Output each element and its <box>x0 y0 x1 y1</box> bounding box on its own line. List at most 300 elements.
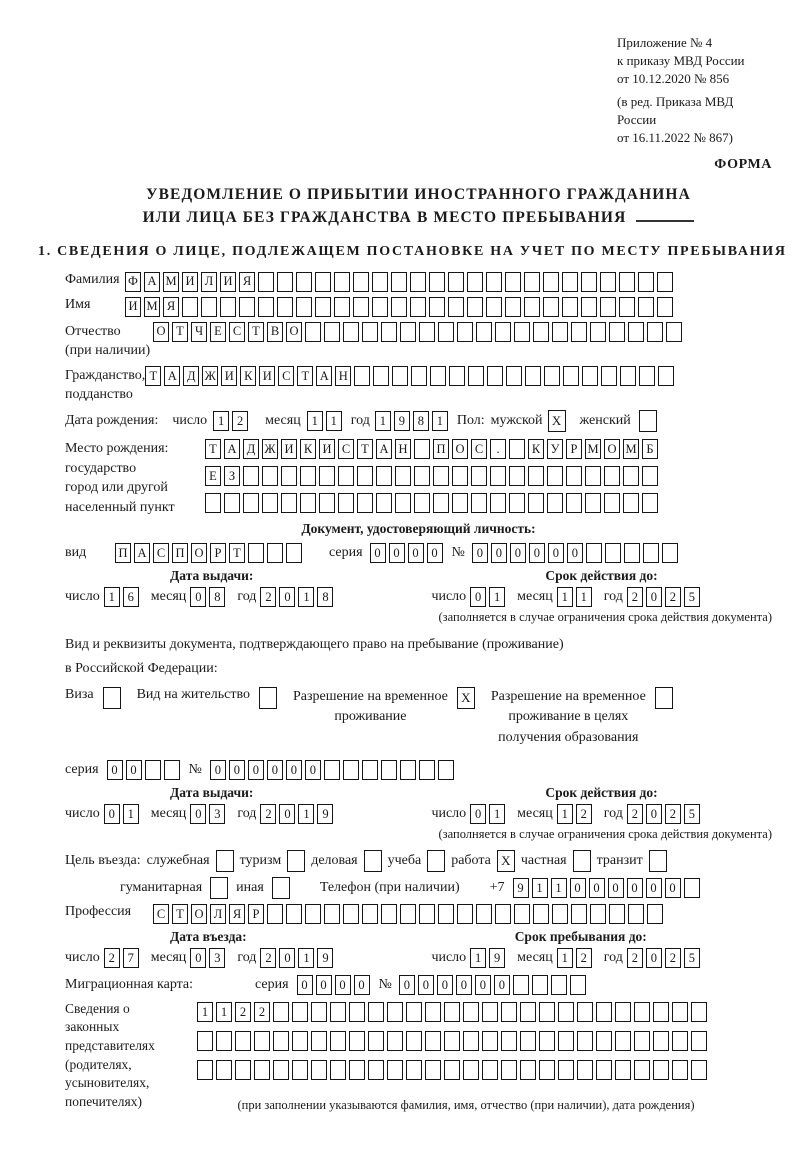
char-cell[interactable]: 0 <box>491 543 507 563</box>
char-cell[interactable]: А <box>164 366 180 386</box>
char-cell[interactable]: Д <box>183 366 199 386</box>
char-cell[interactable]: 0 <box>279 948 295 968</box>
char-cell[interactable] <box>457 322 473 342</box>
char-cell[interactable] <box>258 297 274 317</box>
char-cell[interactable]: 0 <box>646 587 662 607</box>
char-cell[interactable]: 5 <box>684 948 700 968</box>
char-cell[interactable]: Н <box>395 439 411 459</box>
char-cell[interactable] <box>524 272 540 292</box>
char-cell[interactable]: 1 <box>557 948 573 968</box>
char-cell[interactable]: 1 <box>489 804 505 824</box>
char-cell[interactable] <box>349 1031 365 1051</box>
char-cell[interactable] <box>296 272 312 292</box>
char-cell[interactable]: 0 <box>104 804 120 824</box>
char-cell[interactable]: А <box>134 543 150 563</box>
char-cell[interactable] <box>601 366 617 386</box>
char-cell[interactable]: 0 <box>297 975 313 995</box>
char-cell[interactable]: И <box>319 439 335 459</box>
char-cell[interactable]: Е <box>205 466 221 486</box>
char-cell[interactable] <box>520 1060 536 1080</box>
char-cell[interactable] <box>691 1031 707 1051</box>
char-cell[interactable] <box>406 1060 422 1080</box>
char-cell[interactable] <box>164 760 180 780</box>
char-cell[interactable] <box>368 1060 384 1080</box>
char-cell[interactable]: И <box>125 297 141 317</box>
char-cell[interactable] <box>438 904 454 924</box>
char-cell[interactable] <box>410 272 426 292</box>
char-cell[interactable]: 0 <box>418 975 434 995</box>
char-cell[interactable] <box>292 1031 308 1051</box>
char-cell[interactable] <box>334 272 350 292</box>
char-cell[interactable] <box>505 272 521 292</box>
char-cell[interactable]: П <box>115 543 131 563</box>
char-cell[interactable]: 0 <box>229 760 245 780</box>
char-cell[interactable]: 1 <box>104 587 120 607</box>
char-cell[interactable] <box>324 322 340 342</box>
char-cell[interactable]: 0 <box>627 878 643 898</box>
char-cell[interactable]: 9 <box>317 804 333 824</box>
char-cell[interactable]: Т <box>145 366 161 386</box>
char-cell[interactable] <box>653 1002 669 1022</box>
temp-residence-checkbox[interactable]: X <box>457 687 475 709</box>
char-cell[interactable] <box>628 322 644 342</box>
char-cell[interactable] <box>463 1031 479 1051</box>
char-cell[interactable] <box>444 1031 460 1051</box>
char-cell[interactable] <box>495 904 511 924</box>
purpose-tourism-checkbox[interactable] <box>287 850 305 872</box>
char-cell[interactable] <box>353 272 369 292</box>
char-cell[interactable] <box>414 466 430 486</box>
char-cell[interactable] <box>543 297 559 317</box>
char-cell[interactable] <box>691 1060 707 1080</box>
char-cell[interactable] <box>414 493 430 513</box>
char-cell[interactable] <box>463 1002 479 1022</box>
char-cell[interactable]: Л <box>210 904 226 924</box>
char-cell[interactable] <box>657 297 673 317</box>
char-cell[interactable] <box>254 1060 270 1080</box>
char-cell[interactable] <box>197 1031 213 1051</box>
char-cell[interactable] <box>634 1060 650 1080</box>
char-cell[interactable]: С <box>229 322 245 342</box>
char-cell[interactable] <box>600 272 616 292</box>
char-cell[interactable] <box>586 543 602 563</box>
char-cell[interactable]: Я <box>239 272 255 292</box>
char-cell[interactable] <box>590 904 606 924</box>
char-cell[interactable]: 0 <box>589 878 605 898</box>
char-cell[interactable] <box>368 1031 384 1051</box>
char-cell[interactable]: 0 <box>279 587 295 607</box>
char-cell[interactable] <box>571 322 587 342</box>
char-cell[interactable] <box>662 543 678 563</box>
char-cell[interactable]: 0 <box>267 760 283 780</box>
purpose-transit-checkbox[interactable] <box>649 850 667 872</box>
char-cell[interactable] <box>647 322 663 342</box>
char-cell[interactable] <box>509 466 525 486</box>
char-cell[interactable]: М <box>623 439 639 459</box>
char-cell[interactable] <box>495 322 511 342</box>
char-cell[interactable]: О <box>286 322 302 342</box>
char-cell[interactable]: 2 <box>260 587 276 607</box>
char-cell[interactable]: 0 <box>190 587 206 607</box>
purpose-business-checkbox[interactable] <box>364 850 382 872</box>
char-cell[interactable]: Я <box>229 904 245 924</box>
char-cell[interactable] <box>248 543 264 563</box>
char-cell[interactable] <box>205 493 221 513</box>
char-cell[interactable] <box>330 1060 346 1080</box>
char-cell[interactable] <box>643 543 659 563</box>
purpose-humanitarian-checkbox[interactable] <box>210 877 228 899</box>
char-cell[interactable] <box>353 297 369 317</box>
char-cell[interactable]: 2 <box>665 587 681 607</box>
char-cell[interactable]: С <box>278 366 294 386</box>
char-cell[interactable] <box>520 1031 536 1051</box>
char-cell[interactable]: 9 <box>513 878 529 898</box>
char-cell[interactable] <box>334 297 350 317</box>
char-cell[interactable] <box>514 904 530 924</box>
char-cell[interactable] <box>563 366 579 386</box>
char-cell[interactable]: 0 <box>279 804 295 824</box>
char-cell[interactable]: 1 <box>213 411 229 431</box>
char-cell[interactable]: А <box>376 439 392 459</box>
char-cell[interactable] <box>468 366 484 386</box>
char-cell[interactable] <box>552 904 568 924</box>
char-cell[interactable] <box>585 493 601 513</box>
char-cell[interactable]: 0 <box>470 587 486 607</box>
char-cell[interactable] <box>482 1060 498 1080</box>
char-cell[interactable] <box>452 466 468 486</box>
char-cell[interactable]: 0 <box>335 975 351 995</box>
char-cell[interactable]: П <box>433 439 449 459</box>
char-cell[interactable]: 9 <box>394 411 410 431</box>
char-cell[interactable] <box>600 297 616 317</box>
char-cell[interactable] <box>657 272 673 292</box>
char-cell[interactable]: Т <box>248 322 264 342</box>
char-cell[interactable] <box>539 1002 555 1022</box>
char-cell[interactable] <box>585 466 601 486</box>
char-cell[interactable] <box>528 493 544 513</box>
char-cell[interactable] <box>596 1002 612 1022</box>
char-cell[interactable]: 1 <box>432 411 448 431</box>
char-cell[interactable]: 0 <box>646 804 662 824</box>
char-cell[interactable]: 1 <box>307 411 323 431</box>
char-cell[interactable] <box>273 1002 289 1022</box>
char-cell[interactable]: 6 <box>123 587 139 607</box>
char-cell[interactable] <box>277 297 293 317</box>
char-cell[interactable]: 2 <box>104 948 120 968</box>
char-cell[interactable] <box>634 1002 650 1022</box>
purpose-other-checkbox[interactable] <box>272 877 290 899</box>
char-cell[interactable] <box>395 493 411 513</box>
char-cell[interactable]: И <box>281 439 297 459</box>
char-cell[interactable] <box>362 904 378 924</box>
female-checkbox[interactable] <box>639 410 657 432</box>
char-cell[interactable] <box>414 439 430 459</box>
char-cell[interactable] <box>566 493 582 513</box>
char-cell[interactable] <box>267 904 283 924</box>
char-cell[interactable] <box>381 322 397 342</box>
char-cell[interactable] <box>425 1002 441 1022</box>
char-cell[interactable]: Ч <box>191 322 207 342</box>
char-cell[interactable] <box>319 466 335 486</box>
char-cell[interactable]: 7 <box>123 948 139 968</box>
char-cell[interactable] <box>411 366 427 386</box>
char-cell[interactable] <box>581 272 597 292</box>
char-cell[interactable] <box>487 366 503 386</box>
char-cell[interactable] <box>577 1002 593 1022</box>
char-cell[interactable] <box>528 466 544 486</box>
char-cell[interactable] <box>349 1060 365 1080</box>
char-cell[interactable] <box>509 439 525 459</box>
char-cell[interactable] <box>258 272 274 292</box>
char-cell[interactable] <box>444 1002 460 1022</box>
char-cell[interactable]: О <box>604 439 620 459</box>
char-cell[interactable] <box>533 904 549 924</box>
char-cell[interactable] <box>471 493 487 513</box>
char-cell[interactable] <box>501 1031 517 1051</box>
char-cell[interactable] <box>262 493 278 513</box>
char-cell[interactable] <box>615 1060 631 1080</box>
char-cell[interactable] <box>235 1060 251 1080</box>
char-cell[interactable] <box>357 493 373 513</box>
char-cell[interactable] <box>292 1002 308 1022</box>
purpose-study-checkbox[interactable] <box>427 850 445 872</box>
char-cell[interactable] <box>634 1031 650 1051</box>
char-cell[interactable] <box>539 1031 555 1051</box>
char-cell[interactable]: И <box>182 272 198 292</box>
char-cell[interactable] <box>547 493 563 513</box>
char-cell[interactable] <box>623 466 639 486</box>
char-cell[interactable] <box>311 1002 327 1022</box>
char-cell[interactable] <box>638 272 654 292</box>
char-cell[interactable] <box>239 297 255 317</box>
char-cell[interactable] <box>281 466 297 486</box>
char-cell[interactable]: Ф <box>125 272 141 292</box>
char-cell[interactable]: 5 <box>684 804 700 824</box>
char-cell[interactable] <box>381 760 397 780</box>
char-cell[interactable]: 2 <box>260 804 276 824</box>
char-cell[interactable] <box>391 272 407 292</box>
char-cell[interactable] <box>243 493 259 513</box>
char-cell[interactable] <box>543 272 559 292</box>
char-cell[interactable]: К <box>240 366 256 386</box>
residence-permit-checkbox[interactable] <box>259 687 277 709</box>
char-cell[interactable]: 1 <box>326 411 342 431</box>
male-checkbox[interactable]: X <box>548 410 566 432</box>
char-cell[interactable] <box>300 466 316 486</box>
char-cell[interactable]: 1 <box>551 878 567 898</box>
char-cell[interactable]: Т <box>172 322 188 342</box>
char-cell[interactable] <box>457 904 473 924</box>
char-cell[interactable] <box>666 322 682 342</box>
char-cell[interactable]: Р <box>248 904 264 924</box>
char-cell[interactable]: 2 <box>627 587 643 607</box>
char-cell[interactable] <box>628 904 644 924</box>
char-cell[interactable] <box>224 493 240 513</box>
char-cell[interactable]: 1 <box>123 804 139 824</box>
char-cell[interactable]: Д <box>243 439 259 459</box>
char-cell[interactable] <box>330 1031 346 1051</box>
char-cell[interactable] <box>362 760 378 780</box>
char-cell[interactable] <box>235 1031 251 1051</box>
char-cell[interactable] <box>596 1060 612 1080</box>
char-cell[interactable] <box>604 466 620 486</box>
char-cell[interactable] <box>324 760 340 780</box>
char-cell[interactable] <box>354 366 370 386</box>
char-cell[interactable] <box>539 1060 555 1080</box>
char-cell[interactable] <box>552 322 568 342</box>
char-cell[interactable] <box>391 297 407 317</box>
char-cell[interactable]: 8 <box>317 587 333 607</box>
char-cell[interactable] <box>286 543 302 563</box>
char-cell[interactable]: 0 <box>567 543 583 563</box>
char-cell[interactable] <box>562 297 578 317</box>
char-cell[interactable] <box>501 1002 517 1022</box>
char-cell[interactable]: 0 <box>370 543 386 563</box>
char-cell[interactable] <box>419 760 435 780</box>
char-cell[interactable] <box>467 272 483 292</box>
char-cell[interactable] <box>658 366 674 386</box>
char-cell[interactable] <box>639 366 655 386</box>
char-cell[interactable]: 2 <box>627 948 643 968</box>
char-cell[interactable] <box>544 366 560 386</box>
char-cell[interactable]: С <box>338 439 354 459</box>
char-cell[interactable] <box>429 272 445 292</box>
char-cell[interactable] <box>448 297 464 317</box>
char-cell[interactable] <box>368 1002 384 1022</box>
char-cell[interactable]: 0 <box>470 804 486 824</box>
char-cell[interactable] <box>319 493 335 513</box>
char-cell[interactable]: О <box>452 439 468 459</box>
char-cell[interactable]: 1 <box>532 878 548 898</box>
char-cell[interactable]: 0 <box>408 543 424 563</box>
char-cell[interactable] <box>525 366 541 386</box>
purpose-work-checkbox[interactable]: X <box>497 850 515 872</box>
char-cell[interactable] <box>520 1002 536 1022</box>
char-cell[interactable]: С <box>471 439 487 459</box>
char-cell[interactable] <box>476 322 492 342</box>
char-cell[interactable] <box>533 322 549 342</box>
char-cell[interactable] <box>438 760 454 780</box>
char-cell[interactable] <box>566 466 582 486</box>
char-cell[interactable]: 1 <box>576 587 592 607</box>
char-cell[interactable] <box>406 1031 422 1051</box>
char-cell[interactable]: 0 <box>389 543 405 563</box>
char-cell[interactable]: Т <box>229 543 245 563</box>
char-cell[interactable]: З <box>224 466 240 486</box>
char-cell[interactable] <box>609 322 625 342</box>
char-cell[interactable]: И <box>259 366 275 386</box>
char-cell[interactable] <box>570 975 586 995</box>
char-cell[interactable] <box>357 466 373 486</box>
char-cell[interactable] <box>182 297 198 317</box>
char-cell[interactable] <box>471 466 487 486</box>
char-cell[interactable]: . <box>490 439 506 459</box>
char-cell[interactable] <box>463 1060 479 1080</box>
char-cell[interactable] <box>400 322 416 342</box>
char-cell[interactable] <box>672 1002 688 1022</box>
purpose-official-checkbox[interactable] <box>216 850 234 872</box>
char-cell[interactable] <box>262 466 278 486</box>
char-cell[interactable]: 2 <box>665 948 681 968</box>
char-cell[interactable] <box>343 760 359 780</box>
char-cell[interactable] <box>216 1031 232 1051</box>
char-cell[interactable] <box>300 493 316 513</box>
char-cell[interactable]: О <box>191 543 207 563</box>
char-cell[interactable] <box>505 297 521 317</box>
char-cell[interactable] <box>596 1031 612 1051</box>
char-cell[interactable]: Т <box>357 439 373 459</box>
char-cell[interactable]: 2 <box>627 804 643 824</box>
char-cell[interactable]: П <box>172 543 188 563</box>
char-cell[interactable]: 0 <box>210 760 226 780</box>
char-cell[interactable] <box>562 272 578 292</box>
char-cell[interactable] <box>590 322 606 342</box>
char-cell[interactable]: 0 <box>427 543 443 563</box>
char-cell[interactable] <box>482 1031 498 1051</box>
char-cell[interactable] <box>433 466 449 486</box>
char-cell[interactable]: 1 <box>470 948 486 968</box>
char-cell[interactable]: 0 <box>570 878 586 898</box>
char-cell[interactable] <box>506 366 522 386</box>
char-cell[interactable] <box>619 297 635 317</box>
char-cell[interactable] <box>243 466 259 486</box>
char-cell[interactable]: 0 <box>494 975 510 995</box>
char-cell[interactable] <box>642 493 658 513</box>
char-cell[interactable]: 1 <box>298 948 314 968</box>
char-cell[interactable] <box>615 1031 631 1051</box>
char-cell[interactable] <box>220 297 236 317</box>
char-cell[interactable] <box>330 1002 346 1022</box>
char-cell[interactable]: 0 <box>665 878 681 898</box>
char-cell[interactable]: И <box>220 272 236 292</box>
char-cell[interactable]: 2 <box>232 411 248 431</box>
char-cell[interactable] <box>444 1060 460 1080</box>
char-cell[interactable] <box>400 904 416 924</box>
char-cell[interactable]: К <box>300 439 316 459</box>
char-cell[interactable] <box>672 1060 688 1080</box>
char-cell[interactable] <box>647 904 663 924</box>
char-cell[interactable] <box>604 493 620 513</box>
char-cell[interactable] <box>653 1031 669 1051</box>
char-cell[interactable] <box>638 297 654 317</box>
char-cell[interactable]: 1 <box>216 1002 232 1022</box>
char-cell[interactable]: 2 <box>665 804 681 824</box>
char-cell[interactable] <box>281 493 297 513</box>
visa-checkbox[interactable] <box>103 687 121 709</box>
char-cell[interactable]: Е <box>210 322 226 342</box>
char-cell[interactable] <box>277 272 293 292</box>
char-cell[interactable]: 0 <box>190 948 206 968</box>
char-cell[interactable]: Я <box>163 297 179 317</box>
char-cell[interactable]: И <box>221 366 237 386</box>
char-cell[interactable] <box>395 466 411 486</box>
char-cell[interactable]: 0 <box>475 975 491 995</box>
char-cell[interactable]: 0 <box>305 760 321 780</box>
char-cell[interactable] <box>216 1060 232 1080</box>
char-cell[interactable] <box>486 297 502 317</box>
char-cell[interactable] <box>305 322 321 342</box>
char-cell[interactable] <box>514 322 530 342</box>
char-cell[interactable]: 2 <box>576 948 592 968</box>
char-cell[interactable] <box>558 1002 574 1022</box>
char-cell[interactable] <box>201 297 217 317</box>
char-cell[interactable] <box>513 975 529 995</box>
char-cell[interactable] <box>532 975 548 995</box>
char-cell[interactable]: 5 <box>684 587 700 607</box>
char-cell[interactable]: 0 <box>529 543 545 563</box>
char-cell[interactable] <box>324 904 340 924</box>
char-cell[interactable] <box>433 493 449 513</box>
